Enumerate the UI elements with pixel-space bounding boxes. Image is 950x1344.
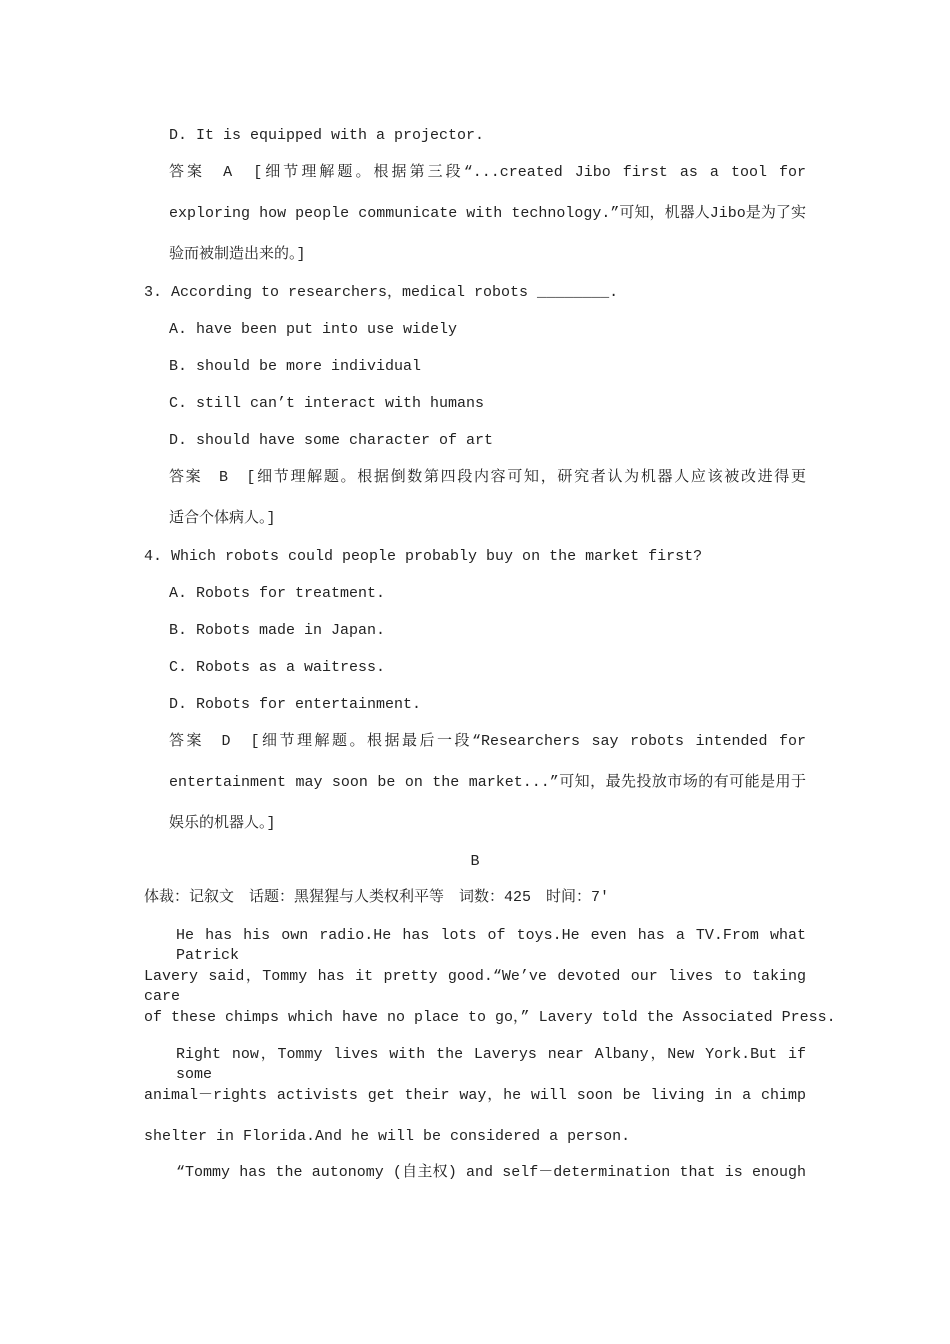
passage-paragraph-line: shelter in Florida.And he will be considered a person. (144, 1128, 631, 1145)
passage-paragraph-line: of these chimps which have no place to go，” Lavery told the Associated Press. (144, 1009, 836, 1026)
question-3-option-a: A. have been put into use widely (169, 321, 458, 338)
passage-paragraph-line: animal－rights activists get their way，he will soon be living in a chimp (144, 1087, 806, 1104)
question-2-option-d: D. It is equipped with a projector. (169, 127, 485, 144)
question-3-answer-line: 答案 B [细节理解题。根据倒数第四段内容可知，研究者认为机器人应该被改进得更 (169, 469, 806, 486)
question-4-answer-line: entertainment may soon be on the market...”可知，最先投放市场的有可能是用于 (169, 774, 806, 791)
question-4-option-b: B. Robots made in Japan. (169, 622, 386, 639)
question-3-answer-line: 适合个体病人。] (169, 510, 276, 527)
passage-paragraph-line: “Tommy has the autonomy (自主权) and self－determination that is enough (176, 1164, 806, 1181)
question-2-answer-line: exploring how people communicate with technology.”可知，机器人Jibo是为了实 (169, 205, 806, 222)
question-4-option-a: A. Robots for treatment. (169, 585, 386, 602)
question-3-option-d: D. should have some character of art (169, 432, 494, 449)
passage-info: 体裁：记叙文 话题：黑猩猩与人类权利平等 词数：425 时间：7′ (144, 889, 610, 906)
question-4-stem: 4. Which robots could people probably buy on the market first? (144, 548, 703, 565)
question-3-option-b: B. should be more individual (169, 358, 422, 375)
passage-paragraph-line: He has his own radio.He has lots of toys.He even has a TV.From what Patrick (176, 927, 806, 964)
question-4-option-c: C. Robots as a waitress. (169, 659, 386, 676)
question-4-answer-line: 娱乐的机器人。] (169, 815, 276, 832)
question-4-option-d: D. Robots for entertainment. (169, 696, 422, 713)
passage-paragraph-line: Right now，Tommy lives with the Laverys near Albany，New York.But if some (176, 1046, 806, 1083)
question-2-answer-line: 答案 A [细节理解题。根据第三段“...created Jibo first as a tool for (169, 164, 806, 181)
question-3-option-c: C. still can’t interact with humans (169, 395, 485, 412)
passage-paragraph-line: Lavery said，Tommy has it pretty good.“We’ve devoted our lives to taking care (144, 968, 806, 1005)
question-2-answer-line: 验而被制造出来的。] (169, 246, 306, 263)
question-3-stem: 3. According to researchers，medical robots ________. (144, 284, 619, 301)
question-4-answer-line: 答案 D [细节理解题。根据最后一段“Researchers say robots intended for (169, 733, 806, 750)
section-title: B (470, 853, 480, 870)
